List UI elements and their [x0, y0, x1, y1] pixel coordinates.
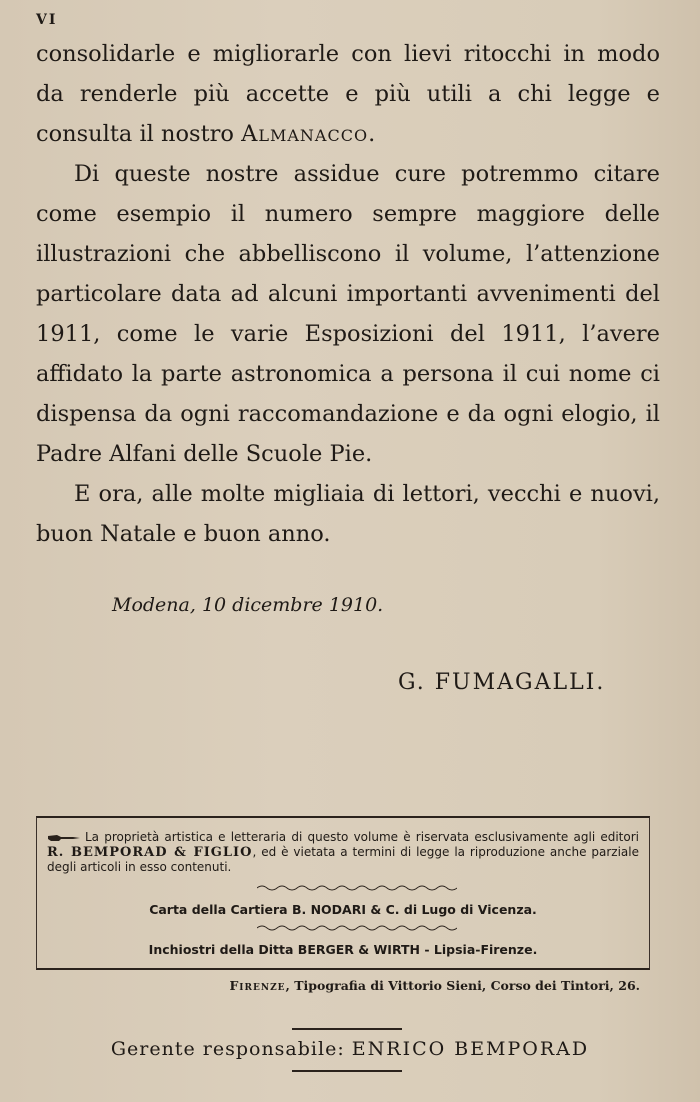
printer-credit: [200, 978, 640, 993]
paper-credit: Carta della Cartiera B. NODARI & C. di Lugo di Vicenza.: [149, 902, 537, 917]
printer-details: , Tipografia di Vittorio Sieni, Corso dei Tintori, 26.: [285, 978, 640, 993]
paragraph-1-text: consolidarle e migliorarle con lievi ritocchi in modo da renderle più accette e più utili a chi legge e consulta il nostro: [36, 41, 660, 147]
wavy-divider: [257, 924, 457, 932]
rights-notice-text: La proprietà artistica e letteraria di questo volume è riservata esclusivamente agli editori: [85, 830, 639, 844]
dateline: Modena, 10 dicembre 1910.: [112, 594, 384, 616]
paragraph-3: E ora, alle molte migliaia di lettori, vecchi e nuovi, buon Natale e buon anno.: [36, 481, 660, 547]
rights-notice-box: [36, 816, 650, 970]
publisher-name: R. BEMPORAD & FIGLIO: [47, 845, 253, 860]
printer-city: Firenze: [229, 978, 286, 993]
rule-divider: [292, 1028, 402, 1030]
rule-divider: [292, 1070, 402, 1072]
paragraph-2: Di queste nostre assidue cure potremmo citare come esempio il numero sempre maggiore delle illustrazioni che abbelliscono il volume, l’attenzione particolare data ad alcuni importanti avvenimenti del 1911, come le varie Esposizioni del 1911, l’avere affidato la parte astronomica a persona il cui nome ci dispensa da ogni raccomandazione e da ogni elogio, il Padre Alfani delle Scuole Pie.: [36, 161, 660, 467]
wavy-divider: [257, 884, 457, 892]
letter-body: [36, 34, 660, 554]
paragraph-1: [36, 34, 660, 154]
almanac-title: Almanacco: [241, 121, 369, 147]
manager-name: ENRICO BEMPORAD: [351, 1038, 590, 1060]
paragraph-1-end: .: [368, 121, 376, 147]
signature: G. FUMAGALLI.: [398, 670, 606, 695]
rights-notice: [47, 830, 639, 875]
ink-credit: Inchiostri della Ditta BERGER & WIRTH - Lipsia-Firenze.: [148, 942, 538, 957]
pointing-hand-icon: [47, 833, 81, 843]
rights-notice-end: , ed è vietata a termini di legge la riproduzione anche parziale degli articoli in esso contenuti.: [47, 845, 639, 874]
page-number: VI: [36, 12, 58, 28]
manager-label: Gerente responsabile:: [110, 1038, 352, 1060]
manager-line: [0, 1038, 700, 1060]
